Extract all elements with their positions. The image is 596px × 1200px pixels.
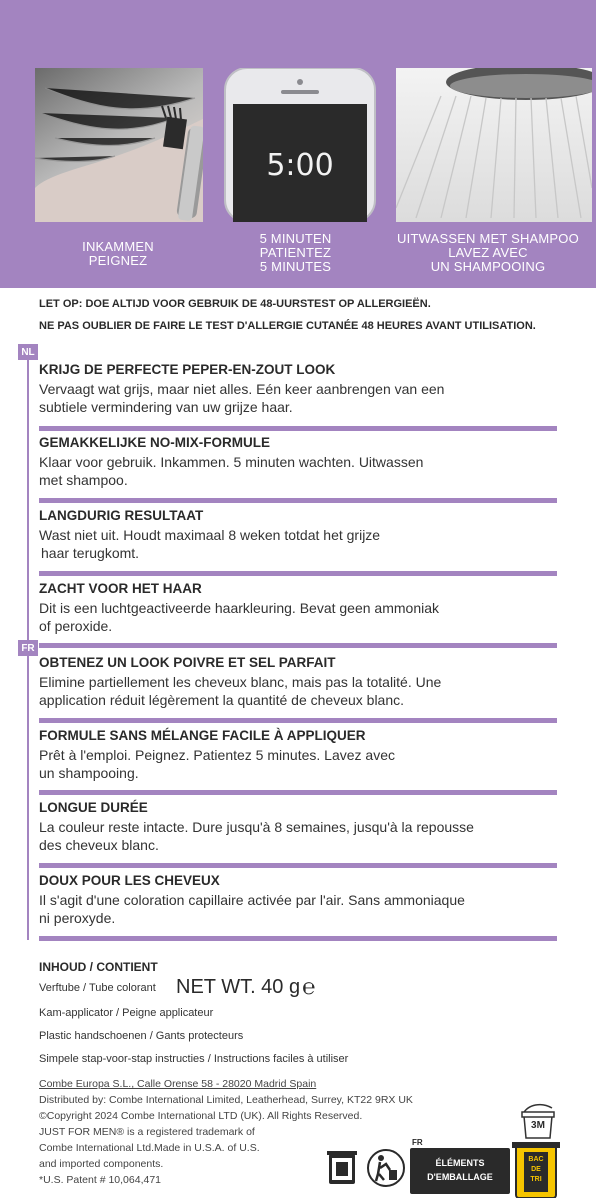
feature-text: Dit is een luchtgeactiveerde haarkleuring. Bevat geen ammoniak of peroxide. [39,600,440,634]
tidyman-icon [366,1148,406,1188]
step-label-wash: UITWASSEN MET SHAMPOO LAVEZ AVEC UN SHAMPOOING [397,231,579,274]
shower-photo [396,68,592,222]
patent-text: *U.S. Patent # 10,064,471 [39,1174,162,1186]
step-label-wait: 5 MINUTEN PATIENTEZ 5 MINUTES [259,231,332,274]
contents-item: Kam-applicator / Peigne applicateur [39,1007,214,1019]
packaging-info-box [410,1148,510,1194]
feature-text: Elimine partiellement les cheveux blanc, mais pas la totalité. Une application réduit légèrement la quantité de cheveux blanc. [39,674,442,708]
feature-title: GEMAKKELIJKE NO-MIX-FORMULE [39,435,270,450]
divider [39,643,557,648]
feature-title: DOUX POUR LES CHEVEUX [39,873,220,888]
trademark-line: JUST FOR MEN® is a registered trademark of [39,1126,255,1138]
feature-title: KRIJG DE PERFECTE PEPER-EN-ZOUT LOOK [39,362,336,377]
feature-title: LONGUE DURÉE [39,800,148,815]
bin-text: BAC [528,1156,544,1163]
feature-title: FORMULE SANS MÉLANGE FACILE À APPLIQUER [39,728,366,743]
period-after-opening-icon [518,1100,558,1140]
estimated-sign-icon: ℮ [302,974,316,999]
contents-item: Plastic handschoenen / Gants protecteurs [39,1030,244,1042]
feature-nl-3 [39,508,559,562]
feature-text: Klaar voor gebruik. Inkammen. 5 minuten wachten. Uitwassen met shampoo. [39,454,424,488]
bin-text: TRI [530,1176,542,1183]
allergy-warning-nl: LET OP: DOE ALTIJD VOOR GEBRUIK DE 48-UURSTEST OP ALLERGIEËN. [39,298,431,310]
combing-photo [35,68,225,222]
trademark-line: Combe International Ltd.Made in U.S.A. of U.S. [39,1142,260,1154]
feature-fr-4 [39,873,559,927]
feature-text: Il s'agit d'une coloration capillaire activée par l'air. Sans ammoniaque ni peroxyde. [39,892,465,926]
allergy-warning-fr: NE PAS OUBLIER DE FAIRE LE TEST D'ALLERGIE CUTANÉE 48 HEURES AVANT UTILISATION. [39,320,536,332]
manufacturer-address: Combe Europa S.L., Calle Orense 58 - 28020 Madrid Spain [39,1078,317,1090]
step-label-comb: INKAMMEN PEIGNEZ [82,239,154,268]
contents-item: Simpele stap-voor-stap instructies / Instructions faciles à utiliser [39,1053,349,1065]
feature-nl-4 [39,581,559,635]
feature-text: Vervaagt wat grijs, maar niet alles. Eén keer aanbrengen van een subtiele vermindering van uw grijze haar. [39,381,445,415]
feature-nl-1 [39,362,559,416]
distributor-text: Distributed by: Combe International Limited, Leatherhead, Surrey, KT22 9RX UK [39,1094,413,1106]
phone-timer-text: 5:00 [266,148,334,183]
divider [39,718,557,723]
divider [39,936,557,941]
lang-tag-nl: NL [18,344,38,360]
feature-text: Wast niet uit. Houdt maximaal 8 weken totdat het grijze haar terugkomt. [39,527,381,561]
feature-fr-2 [39,728,559,782]
trademark-line: and imported components. [39,1158,164,1170]
feature-text: Prêt à l'emploi. Peignez. Patientez 5 minutes. Lavez avec un shampooing. [39,747,395,781]
feature-fr-3 [39,800,559,854]
divider [39,498,557,503]
feature-title: OBTENEZ UN LOOK POIVRE ET SEL PARFAIT [39,655,336,670]
feature-fr-1 [39,655,559,709]
contents-title: INHOUD / CONTIENT [39,960,158,974]
divider [39,863,557,868]
fr-section-bar [27,656,29,940]
lang-tag-fr: FR [18,640,38,656]
net-weight: NET WT. 40 g ℮ [176,974,316,999]
contents-item: Verftube / Tube colorant [39,982,156,994]
feature-title: ZACHT VOOR HET HAAR [39,581,202,596]
bin-text: DE [531,1166,541,1173]
packaging-line: D'EMBALLAGE [427,1172,493,1182]
country-tag: FR [412,1138,423,1147]
copyright-text: ©Copyright 2024 Combe International LTD (UK). All Rights Reserved. [39,1110,363,1122]
packaging-line: ÉLÉMENTS [435,1158,485,1168]
divider [39,426,557,431]
pao-label: 3M [531,1120,545,1131]
divider [39,571,557,576]
sorting-bin-icon [512,1140,560,1198]
timer-phone-photo [203,68,393,222]
divider [39,790,557,795]
feature-text: La couleur reste intacte. Dure jusqu'à 8 semaines, jusqu'à la repousse des cheveux blanc. [39,819,474,853]
feature-nl-2 [39,435,559,489]
feature-title: LANGDURIG RESULTAAT [39,508,204,523]
nl-section-bar [27,360,29,640]
recycle-bin-icon [326,1148,360,1188]
